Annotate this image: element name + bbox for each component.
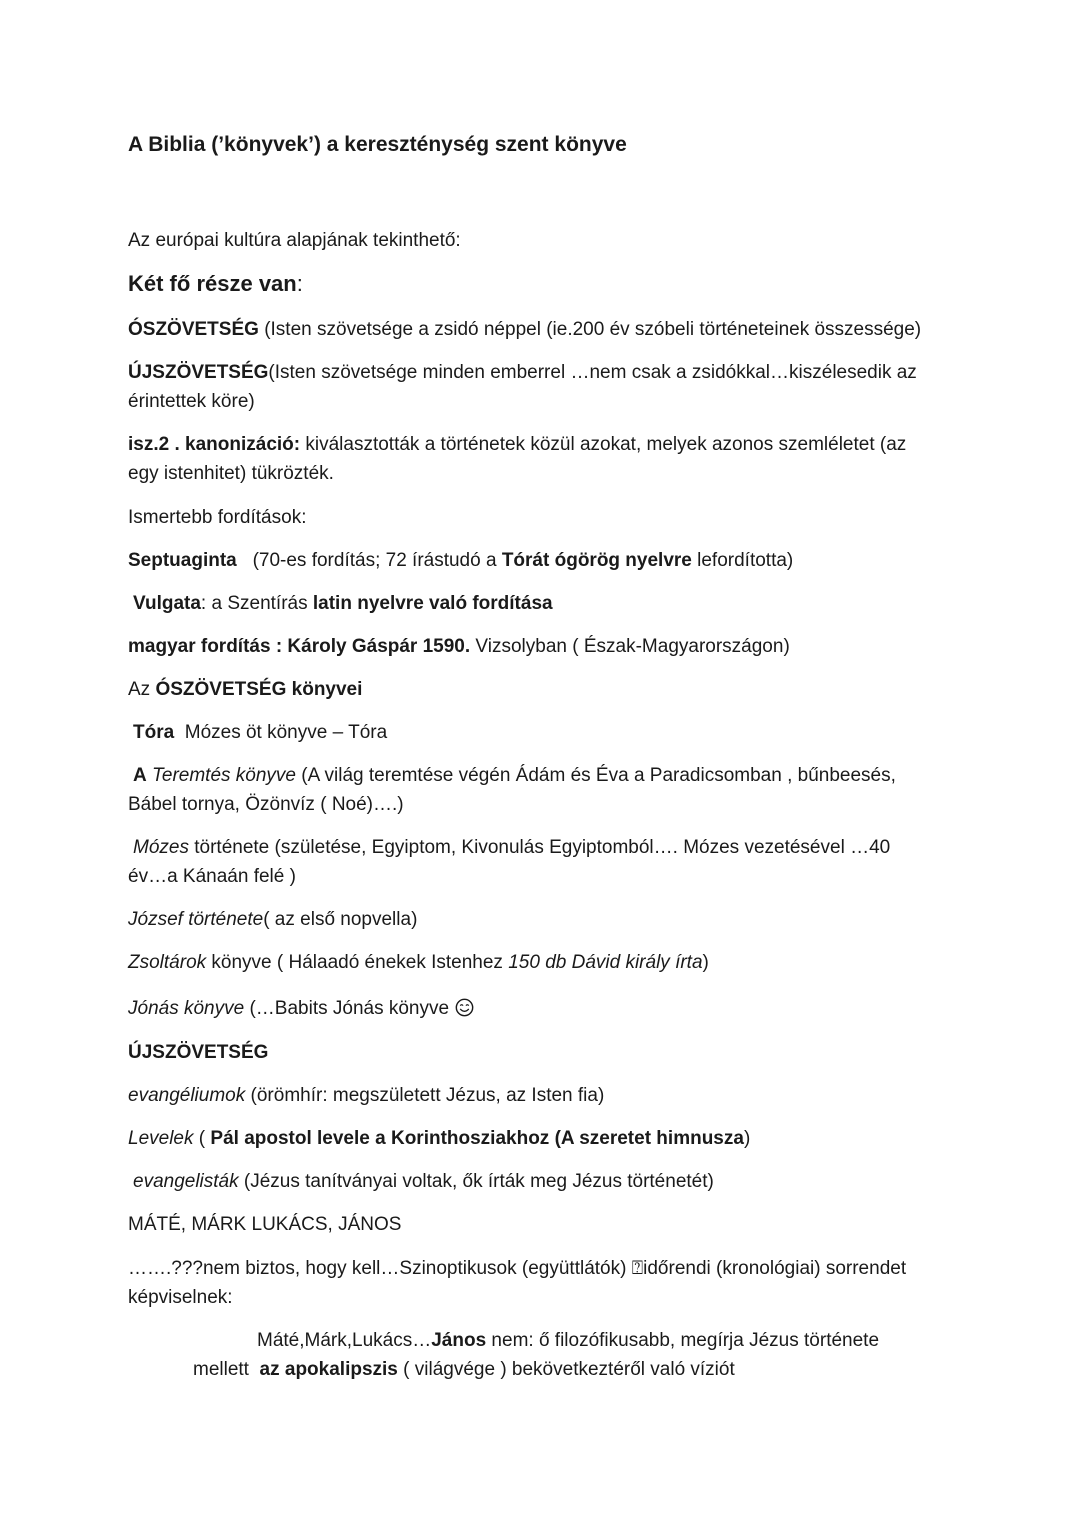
- levelek-bold: Pál apostol levele a Korinthosziakhoz (A szeretet himnusza: [210, 1128, 744, 1149]
- zsoltarok-title: Zsoltárok: [128, 952, 207, 973]
- smiley-icon: [455, 998, 474, 1017]
- kanonizacio-text-1: kiválasztották a történetek közül azokat, melyek azonos szemléletet (az: [300, 434, 907, 455]
- evangeliumok-title: evangéliumok: [128, 1085, 246, 1106]
- janos-bold: János: [431, 1330, 487, 1351]
- mate-text-1: Máté,Márk,Lukács…: [257, 1330, 432, 1351]
- ujszovetseg-text-1: (Isten szövetsége minden emberrel …nem csak a zsidókkal…kiszélesedik az: [268, 362, 917, 383]
- evangelist-names: MÁTÉ, MÁRK LUKÁCS, JÁNOS: [128, 1214, 402, 1235]
- ujszovetseg-label: ÚJSZÖVETSÉG: [128, 362, 269, 383]
- document-title: A Biblia (’könyvek’) a kereszténység szent könyve: [128, 133, 627, 156]
- levelek-text-1: (: [193, 1128, 211, 1149]
- evangelistak-line: [133, 1167, 714, 1196]
- mate-line: [257, 1326, 879, 1355]
- septuaginta-bold: Tórát ógörög nyelvre: [501, 550, 692, 571]
- zsoltarok-text-2: ): [702, 952, 709, 973]
- evangelistak-title: evangelisták: [133, 1171, 239, 1192]
- oszovetseg-books-prefix: Az: [128, 679, 156, 700]
- evangelistak-text: (Jézus tanítványai voltak, ők írták meg Jézus történetét): [238, 1171, 714, 1192]
- parts-heading-text: Két fő része van: [128, 271, 297, 296]
- levelek-text-2: ): [743, 1128, 751, 1149]
- tora-line: [133, 718, 387, 747]
- apokalipszis-line: [193, 1355, 735, 1384]
- vulgata-label: Vulgata: [133, 593, 201, 614]
- intro-line: Az európai kultúra alapjának tekinthető:: [128, 230, 461, 251]
- teremtes-line-2: Bábel tornya, Özönvíz ( Noé)….): [128, 794, 404, 815]
- jonas-title: Jónás könyve: [128, 998, 245, 1019]
- oszovetseg-text: (Isten szövetsége a zsidó néppel (ie.200 év szóbeli történeteinek összessége): [258, 319, 922, 340]
- mozes-line-2: év…a Kánaán felé ): [128, 866, 296, 887]
- tora-text: Mózes öt könyve – Tóra: [174, 722, 388, 743]
- vulgata-bold: latin nyelvre való fordítása: [312, 593, 553, 614]
- kanonizacio-line-1: [128, 430, 906, 459]
- mate-text-2: nem: ő filozófikusabb, megírja Jézus története: [486, 1330, 880, 1351]
- kanonizacio-label: isz.2 . kanonizáció:: [128, 434, 301, 455]
- parts-heading-colon: :: [296, 271, 303, 296]
- tora-label: Tóra: [133, 722, 175, 743]
- apokalipszis-text-2: ( világvége ) bekövetkeztéről való víziót: [397, 1359, 735, 1380]
- levelek-line: [128, 1124, 750, 1153]
- szinoptikus-line-1: …….???nem biztos, hogy kell…Szinoptikusok (együttlátók) ⍰időrendi (kronológiai) sorrendet: [128, 1258, 907, 1279]
- szinoptikus-line-2: képviselnek:: [128, 1287, 233, 1308]
- vulgata-line: [133, 589, 553, 618]
- parts-heading: [128, 269, 303, 300]
- septuaginta-label: Septuaginta: [128, 550, 237, 571]
- oszovetseg-line: [128, 315, 921, 344]
- teremtes-title: Teremtés könyve: [152, 765, 296, 786]
- zsoltarok-text-1: könyve ( Hálaadó énekek Istenhez: [206, 952, 509, 973]
- oszovetseg-books-bold: ÓSZÖVETSÉG könyvei: [155, 679, 363, 700]
- zsoltarok-italic: 150 db Dávid király írta: [508, 952, 703, 973]
- levelek-title: Levelek: [128, 1128, 194, 1149]
- magyar-forditas-text: Vizsolyban ( Észak-Magyarországon): [470, 636, 790, 657]
- mozes-text-1: története (születése, Egyiptom, Kivonulás Egyiptomból…. Mózes vezetésével …40: [188, 837, 891, 858]
- jonas-text: (…Babits Jónás könyve: [244, 998, 450, 1019]
- magyar-forditas-bold: magyar fordítás : Károly Gáspár 1590.: [128, 636, 471, 657]
- teremtes-text-1: (A világ teremtése végén Ádám és Éva a Paradicsomban , bűnbeesés,: [296, 765, 896, 786]
- apokalipszis-text-1: mellett: [193, 1359, 260, 1380]
- jozsef-line: [128, 905, 417, 934]
- apokalipszis-bold: az apokalipszis: [259, 1359, 398, 1380]
- zsoltarok-line: [128, 948, 709, 977]
- jozsef-text: ( az első nopvella): [263, 909, 418, 930]
- teremtes-line-1: [133, 761, 896, 790]
- ujszovetseg-line-1: [128, 358, 917, 387]
- septuaginta-line: [128, 546, 793, 575]
- septuaginta-text-1: (70-es fordítás; 72 írástudó a: [236, 550, 502, 571]
- kanonizacio-line-2: egy istenhitet) tükrözték.: [128, 463, 334, 484]
- vulgata-text: : a Szentírás: [200, 593, 313, 614]
- teremtes-article: A: [133, 765, 147, 786]
- ujszovetseg-heading-text: ÚJSZÖVETSÉG: [128, 1042, 269, 1063]
- mozes-title: Mózes: [133, 837, 189, 858]
- oszovetseg-label: ÓSZÖVETSÉG: [128, 319, 259, 340]
- jonas-line: [128, 994, 474, 1023]
- ujszovetseg-line-2: érintettek köre): [128, 391, 255, 412]
- evangeliumok-text: (örömhír: megszületett Jézus, az Isten fia): [245, 1085, 605, 1106]
- ujszovetseg-heading: [128, 1038, 268, 1067]
- translations-heading: Ismertebb fordítások:: [128, 507, 307, 528]
- jozsef-title: József története: [128, 909, 264, 930]
- oszovetseg-books-heading: [128, 675, 362, 704]
- evangeliumok-line: [128, 1081, 604, 1110]
- mozes-line-1: [133, 833, 890, 862]
- magyar-forditas-line: [128, 632, 790, 661]
- septuaginta-text-2: lefordította): [691, 550, 794, 571]
